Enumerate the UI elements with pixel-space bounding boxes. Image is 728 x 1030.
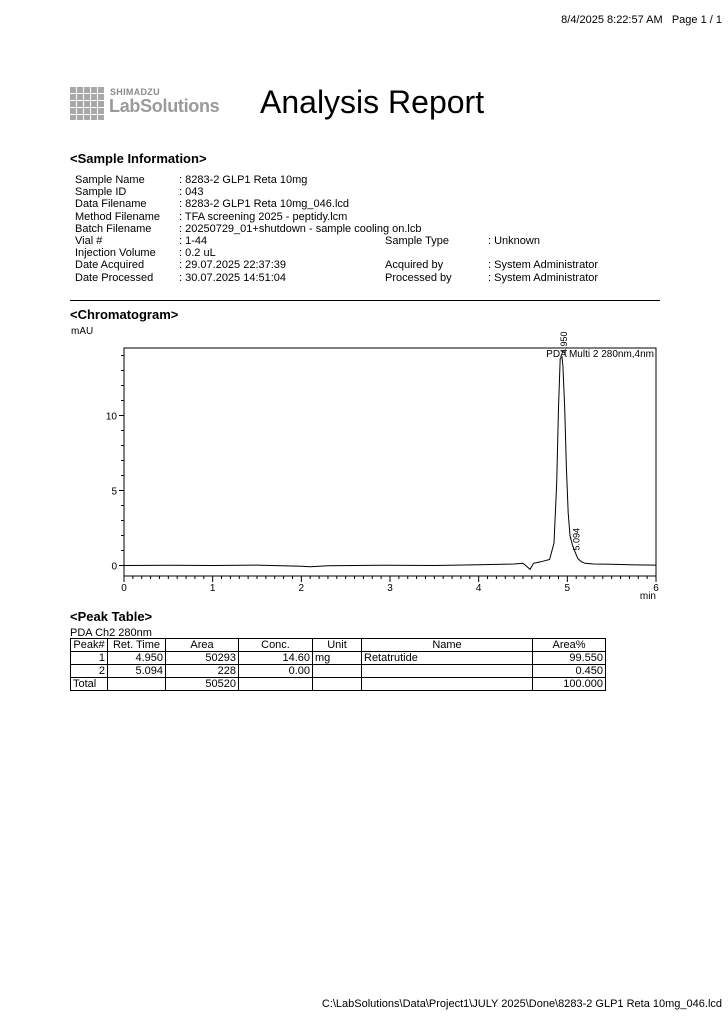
peak-label: 5.094 <box>571 527 582 551</box>
x-tick-label: 1 <box>209 583 216 594</box>
sample-info-value: : 043 <box>179 186 204 199</box>
sample-info-heading: <Sample Information> <box>70 151 207 166</box>
logo-product: LabSolutions <box>109 96 220 116</box>
spacer <box>488 247 598 259</box>
sample-info-right-values <box>488 235 598 284</box>
cell <box>313 665 362 678</box>
labsolutions-grid-icon <box>70 87 104 121</box>
cell: 228 <box>166 665 239 678</box>
sample-info-value: : 8283-2 GLP1 Reta 10mg <box>179 174 308 186</box>
cell: 5.094 <box>108 665 166 678</box>
sample-info-value: : 20250729_01+shutdown - sample cooling on.lcb <box>179 222 422 235</box>
sample-info-label: Batch Filename <box>75 222 152 235</box>
chromatogram-heading: <Chromatogram> <box>70 307 179 322</box>
print-header <box>561 14 722 26</box>
peak-table-heading: <Peak Table> <box>70 609 153 624</box>
x-tick-label: 3 <box>387 583 393 594</box>
logo-brand: SHIMADZU <box>110 87 160 97</box>
shimadzu-labsolutions-logo <box>70 86 245 122</box>
x-tick-label: 4 <box>475 583 482 594</box>
sample-type-value: : Unknown <box>488 235 540 247</box>
cell: 0.00 <box>239 665 313 678</box>
report-title: Analysis Report <box>260 84 485 120</box>
x-tick-label: 6 <box>653 583 659 594</box>
sample-info-label: Sample ID <box>75 186 127 199</box>
table-total-row <box>71 678 606 691</box>
y-tick-label: 5 <box>111 486 117 498</box>
peak-label: 4.950 <box>558 331 569 354</box>
cell: 0.450 <box>533 665 606 678</box>
print-datetime: 8/4/2025 8:22:57 AM <box>561 14 663 26</box>
peak-table-subheading: PDA Ch2 280nm <box>70 627 152 639</box>
cell: Total <box>71 678 108 691</box>
col-area: Area <box>166 639 239 652</box>
sample-info-label: Vial # <box>75 234 103 247</box>
cell: Retatrutide <box>362 652 533 665</box>
cell: 2 <box>71 665 108 678</box>
x-tick-label: 5 <box>564 583 571 594</box>
sample-info-right-labels <box>385 235 452 284</box>
sample-info-label: Data Filename <box>75 198 147 211</box>
cell <box>362 665 533 678</box>
col-ret-time: Ret. Time <box>108 639 166 652</box>
sample-info-value: : 29.07.2025 22:37:39 <box>179 259 287 272</box>
sample-info-value: : 0.2 uL <box>179 247 216 260</box>
acquired-by-label: Acquired by <box>385 259 444 272</box>
col-peak: Peak# <box>71 639 108 652</box>
cell: 50293 <box>166 652 239 665</box>
chromatogram-chart <box>0 320 728 605</box>
cell <box>108 678 166 691</box>
table-row <box>71 652 606 665</box>
sample-info-label: Method Filename <box>75 210 160 223</box>
x-tick-label: 2 <box>298 583 305 594</box>
col-area-percent: Area% <box>533 639 606 652</box>
processed-by-value: : System Administrator <box>488 271 599 284</box>
sample-info-value: : 8283-2 GLP1 Reta 10mg_046.lcd <box>179 198 350 211</box>
col-name: Name <box>362 639 533 652</box>
sample-info-value: : 30.07.2025 14:51:04 <box>179 271 287 284</box>
sample-info-label: Date Acquired <box>75 259 145 272</box>
cell: 100.000 <box>533 678 606 691</box>
cell <box>239 678 313 691</box>
page-number: Page 1 / 1 <box>671 14 722 26</box>
sample-info-label: Date Processed <box>75 271 154 284</box>
processed-by-label: Processed by <box>385 271 452 284</box>
cell: mg <box>313 652 362 665</box>
cell: 14.60 <box>239 652 313 665</box>
sample-type-label: Sample Type <box>385 235 450 247</box>
footer-file-path: C:\LabSolutions\Data\Project1\JULY 2025\Done\8283-2 GLP1 Reta 10mg_046.lcd <box>321 998 722 1010</box>
y-axis-unit: mAU <box>71 326 94 337</box>
y-axis <box>106 356 124 573</box>
peak-table-header <box>71 639 606 652</box>
cell <box>313 678 362 691</box>
peak-table <box>70 638 606 691</box>
x-axis <box>121 576 659 594</box>
y-tick-label: 0 <box>111 561 117 573</box>
sample-info-value: : 1-44 <box>179 234 208 247</box>
sample-info-labels <box>75 174 160 284</box>
acquired-by-value: : System Administrator <box>488 259 599 272</box>
y-tick-label: 10 <box>105 411 117 423</box>
col-unit: Unit <box>313 639 362 652</box>
table-row <box>71 665 606 678</box>
cell: 4.950 <box>108 652 166 665</box>
sample-info-label: Sample Name <box>75 174 145 186</box>
spacer <box>385 247 452 259</box>
cell: 1 <box>71 652 108 665</box>
col-conc: Conc. <box>239 639 313 652</box>
channel-label: PDA Multi 2 280nm,4nm <box>546 349 654 360</box>
sample-info-label: Injection Volume <box>75 247 156 260</box>
sample-info-value: : TFA screening 2025 - peptidy.lcm <box>179 210 348 223</box>
cell <box>362 678 533 691</box>
x-axis-unit: min <box>639 591 656 602</box>
x-tick-label: 0 <box>121 583 127 594</box>
cell: 50520 <box>166 678 239 691</box>
cell: 99.550 <box>533 652 606 665</box>
section-divider <box>70 300 660 301</box>
